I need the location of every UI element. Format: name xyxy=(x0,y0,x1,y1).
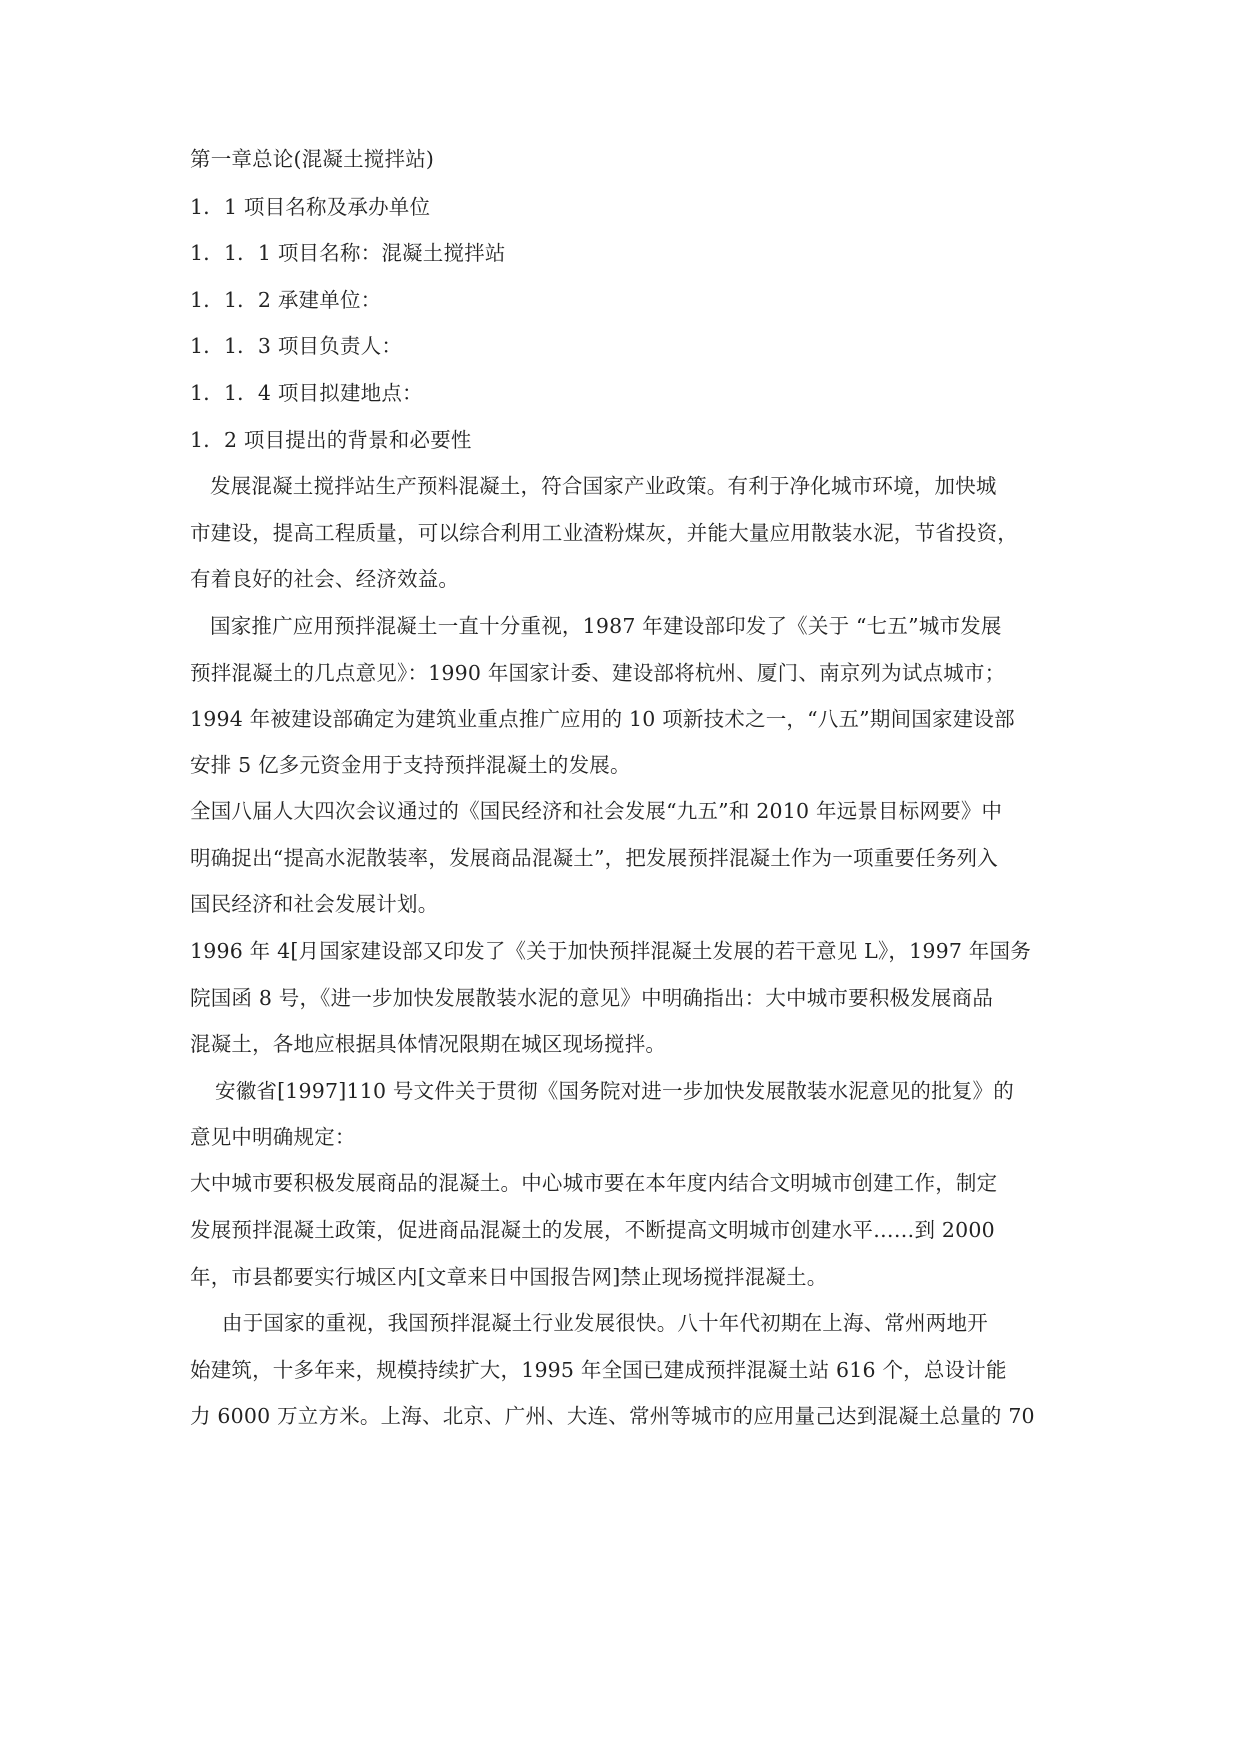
paragraph-line: 1996 年 4[月国家建设部又印发了《关于加快预拌混凝土发展的若干意见 L》，1997 年国务 xyxy=(190,939,1031,963)
paragraph-line: 大中城市要积极发展商品的混凝土。中心城市要在本年度内结合文明城市创建工作，制定 xyxy=(190,1171,998,1195)
chapter-title: 第一章总论(混凝土搅拌站) xyxy=(190,147,435,171)
paragraph-line: 安徽省[1997]110 号文件关于贯彻《国务院对进一步加快发展散装水泥意见的批复》的 xyxy=(215,1079,1014,1103)
paragraph-line: 院国函 8 号，《进一步加快发展散装水泥的意见》中明确指出：大中城市要积极发展商品 xyxy=(190,986,994,1010)
paragraph-line: 发展混凝土搅拌站生产预料混凝土，符合国家产业政策。有利于净化城市环境，加快城 xyxy=(210,474,997,498)
section-heading-1-2: 1．2 项目提出的背景和必要性 xyxy=(190,428,472,452)
paragraph-line: 有着良好的社会、经济效益。 xyxy=(190,567,460,591)
paragraph-line: 国家推广应用预拌混凝土一直十分重视，1987 年建设部印发了《关于 “七五”城市发展 xyxy=(210,614,1002,638)
paragraph-line: 意见中明确规定： xyxy=(190,1125,356,1149)
section-heading-1-1: 1．1 项目名称及承办单位 xyxy=(190,195,431,219)
paragraph-line: 全国八届人大四次会议通过的《国民经济和社会发展“九五”和 2010 年远景目标网要》中 xyxy=(190,799,1003,823)
paragraph-line: 1994 年被建设部确定为建筑业重点推广应用的 10 项新技术之一，“八五”期间国家建设部 xyxy=(190,707,1015,731)
paragraph-line: 发展预拌混凝土政策，促进商品混凝土的发展，不断提高文明城市创建水平……到 2000 xyxy=(190,1218,995,1242)
paragraph-line: 混凝土，各地应根据具体情况限期在城区现场搅拌。 xyxy=(190,1032,667,1056)
item-1-1-3: 1．1．3 项目负责人： xyxy=(190,334,403,358)
paragraph-line: 明确捉出“提高水泥散装率，发展商品混凝土”，把发展预拌混凝土作为一项重要任务列入 xyxy=(190,846,998,870)
paragraph-line: 年，市县都要实行城区内[文章来日中国报告网]禁止现场搅拌混凝土。 xyxy=(190,1265,828,1289)
paragraph-line: 安排 5 亿多元资金用于支持预拌混凝土的发展。 xyxy=(190,753,631,777)
paragraph-line: 国民经济和社会发展计划。 xyxy=(190,892,439,916)
paragraph-line: 预拌混凝土的几点意见》：1990 年国家计委、建设部将杭州、厦门、南京列为试点城市； xyxy=(190,661,1006,685)
item-1-1-1: 1．1．1 项目名称：混凝土搅拌站 xyxy=(190,241,506,265)
paragraph-line: 由于国家的重视，我国预拌混凝土行业发展很快。八十年代初期在上海、常州两地开 xyxy=(222,1311,988,1335)
item-1-1-2: 1．1．2 承建单位： xyxy=(190,288,382,312)
paragraph-line: 力 6000 万立方米。上海、北京、广州、大连、常州等城市的应用量己达到混凝土总量的 70 xyxy=(190,1404,1035,1428)
paragraph-line: 市建设，提高工程质量，可以综合利用工业渣粉煤灰，并能大量应用散装水泥，节省投资， xyxy=(190,521,1018,545)
item-1-1-4: 1．1．4 项目拟建地点： xyxy=(190,381,423,405)
paragraph-line: 始建筑，十多年来，规模持续扩大，1995 年全国已建成预拌混凝土站 616 个，总设计能 xyxy=(190,1358,1007,1382)
